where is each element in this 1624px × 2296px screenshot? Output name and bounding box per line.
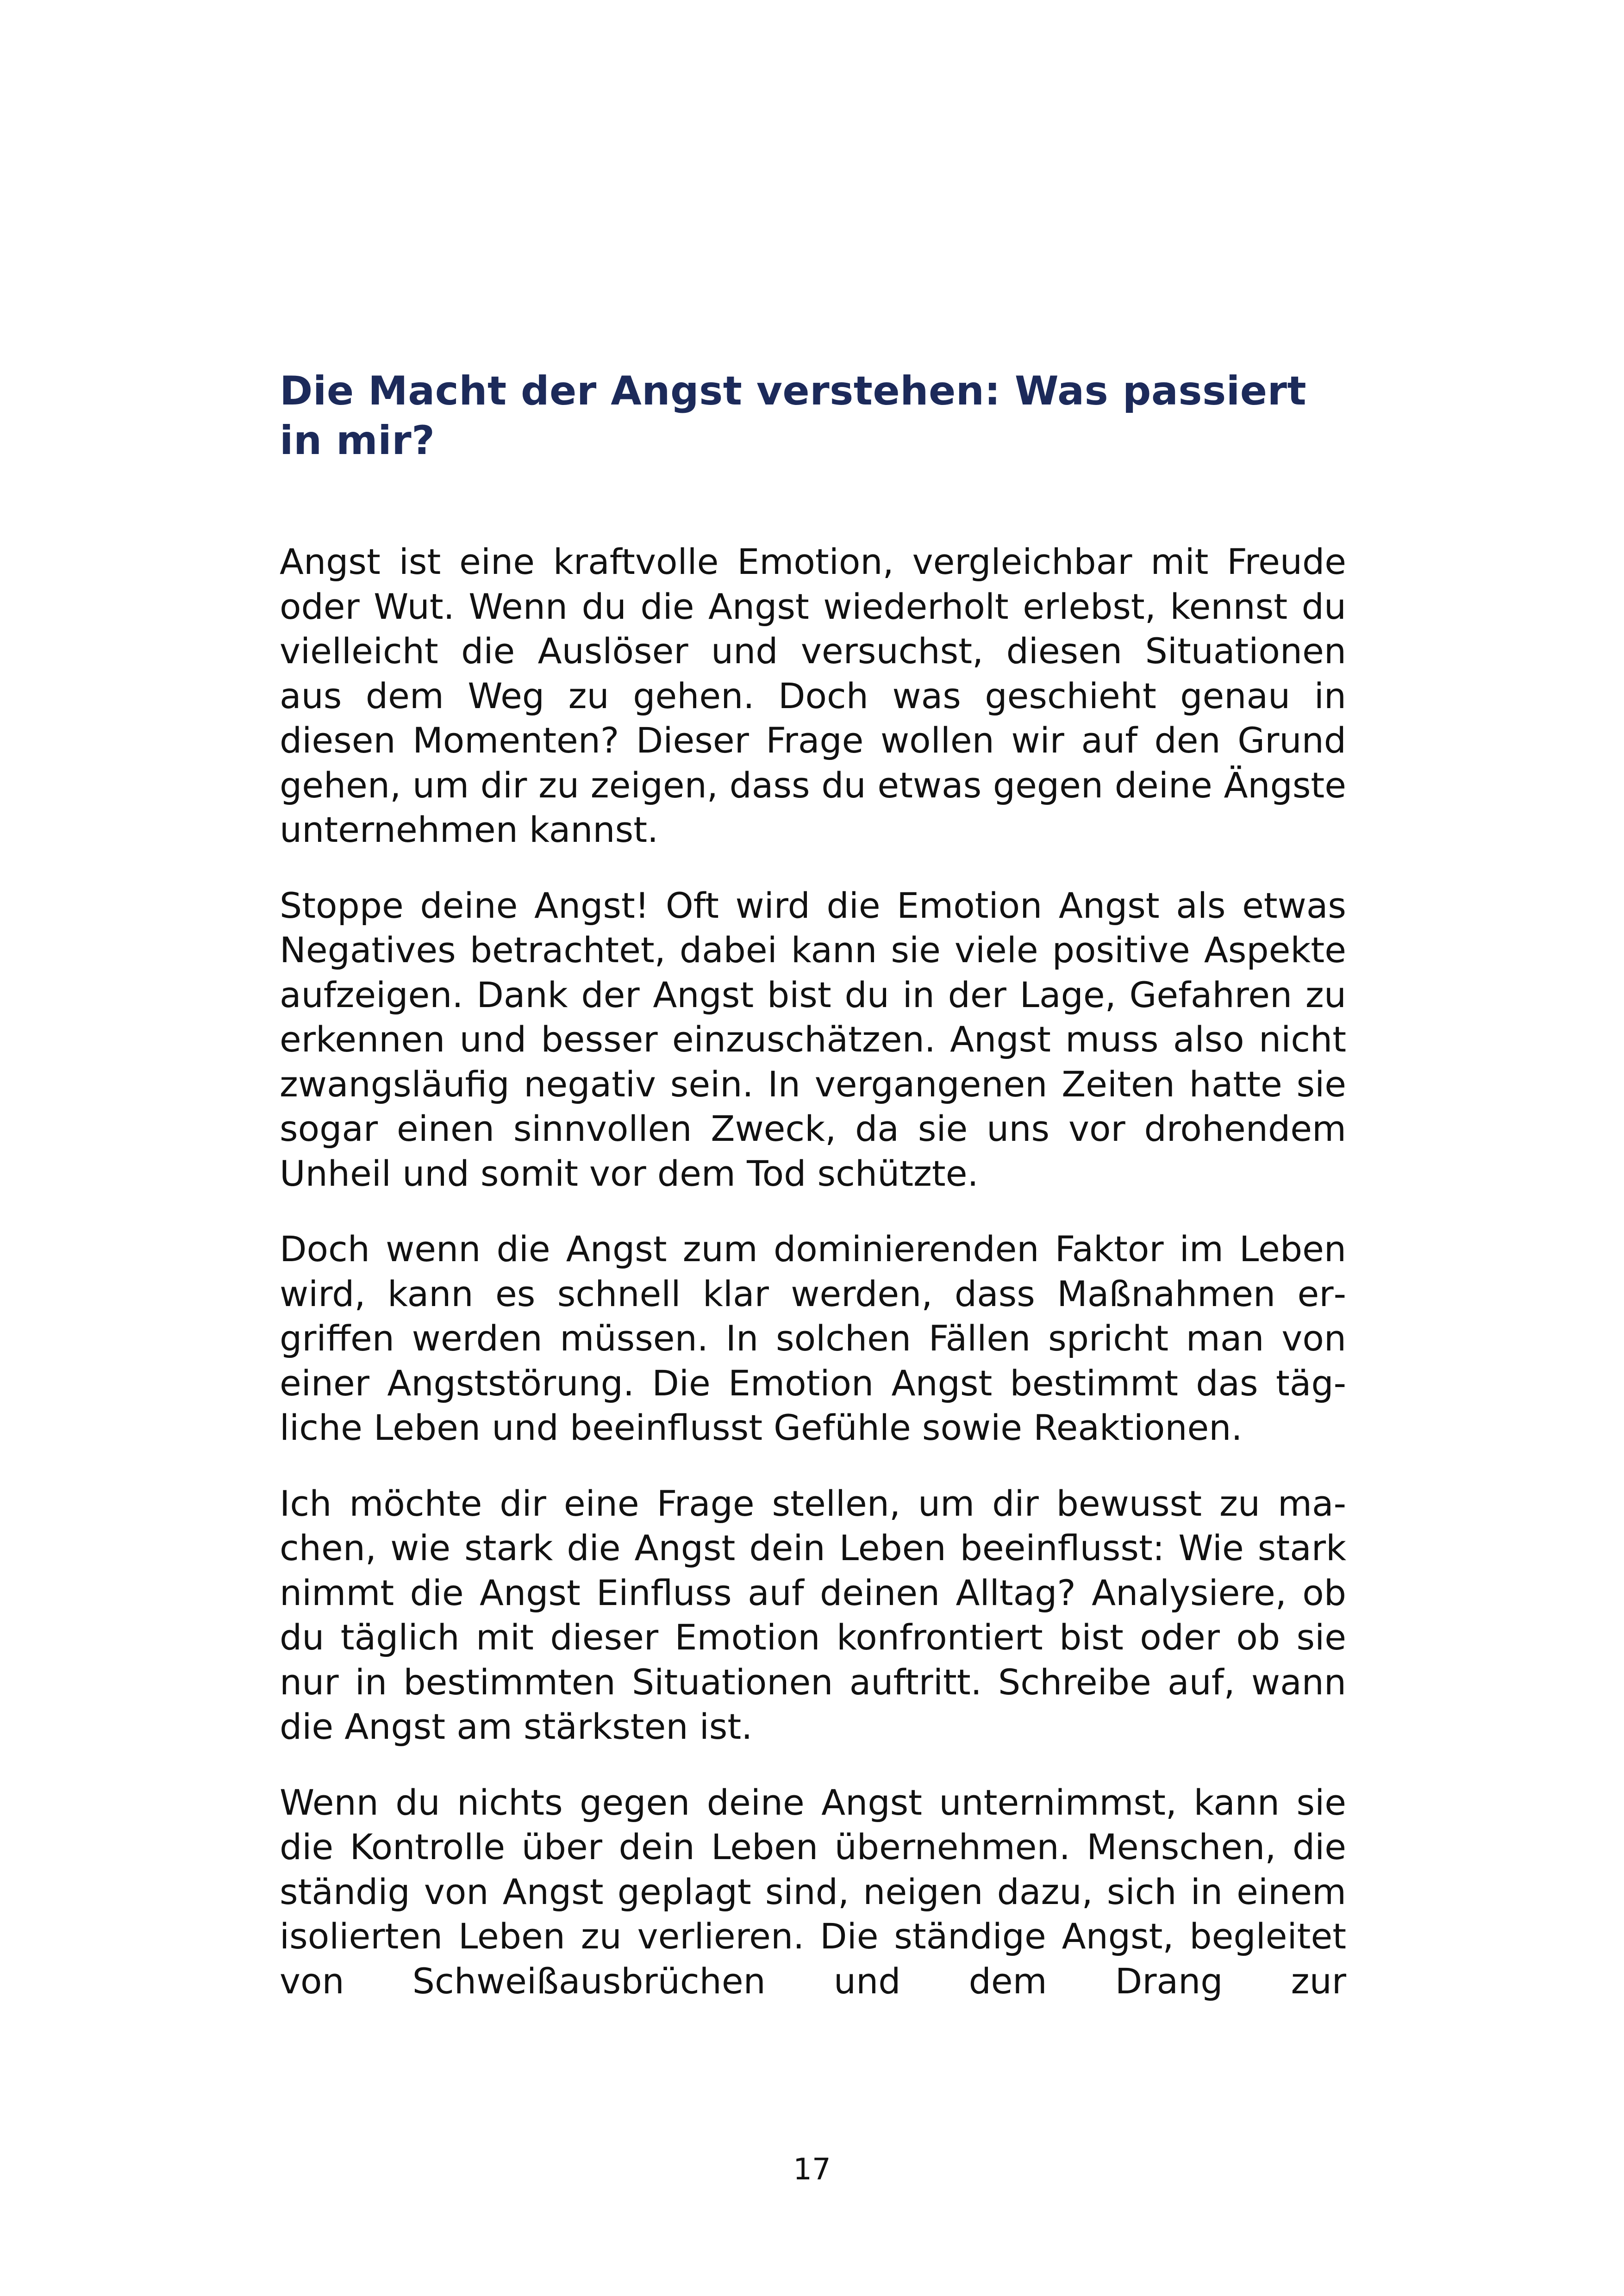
page-number: 17 [793,2153,831,2187]
body-text [280,540,1346,2004]
paragraph-5: Wenn du nichts gegen deine Angst unternimmst, kann sie die Kontrolle über dein Leben übernehmen. Menschen, die ständig von Angst geplagt sind, neigen dazu, sich in einem isolierten Leben zu verlieren. Die ständige Angst, begleitet von Schweißausbrüchen und dem Drang zur [280,1781,1346,2002]
paragraph-3: Doch wenn die Angst zum dominierenden Faktor im Leben wird, kann es schnell klar werden, dass Maßnahmen ergriffen werden müssen. In solchen Fällen spricht man von einer Angststörung. Die Emotion Angst bestimmt das tägliche Leben und beeinflusst Gefühle sowie Reaktionen. [280,1228,1346,1448]
paragraph-1: Angst ist eine kraftvolle Emotion, vergleichbar mit Freude oder Wut. Wenn du die Angst wiederholt erlebst, kennst du vielleicht die Auslöser und versuchst, diesen Situationen aus dem Weg zu gehen. Doch was geschieht genau in diesen Momenten? Dieser Frage wollen wir auf den Grund gehen, um dir zu zeigen, dass du etwas gegen deine Ängste unternehmen kannst. [280,541,1346,850]
page-content [280,367,1346,2035]
paragraph-4: Ich möchte dir eine Frage stellen, um dir bewusst zu machen, wie stark die Angst dein Leben beeinflusst: Wie stark nimmt die Angst Einfluss auf deinen Alltag? Analysiere, ob du täglich mit dieser Emotion konfrontiert bist oder ob sie nur in bestimmten Situationen auftritt. Schreibe auf, wann die Angst am stärksten ist. [280,1482,1346,1747]
paragraph-2: Stoppe deine Angst! Oft wird die Emotion Angst als etwas Negatives betrachtet, dabei kann sie viele positive Aspekte aufzeigen. Dank der Angst bist du in der Lage, Gefahren zu erkennen und besser einzuschätzen. Angst muss also nicht zwangsläufig negativ sein. In vergangenen Zeiten hatte sie sogar einen sinnvollen Zweck, da sie uns vor drohendem Unheil und somit vor dem Tod schützte. [280,884,1346,1194]
chapter-heading: Die Macht der Angst verstehen: Was passiert in mir? [280,368,1307,464]
